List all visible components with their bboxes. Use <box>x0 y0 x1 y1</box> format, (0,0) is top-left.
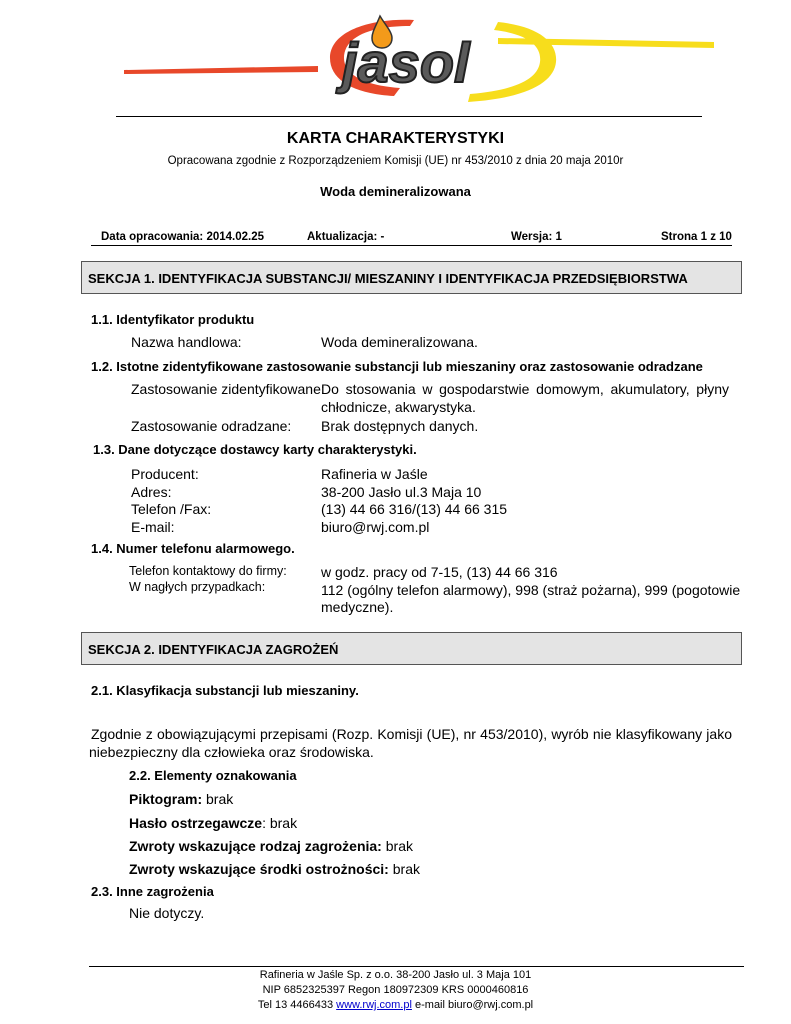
pictogram-value: brak <box>202 791 234 807</box>
footer-line-1: Rafineria w Jaśle Sp. z o.o. 38-200 Jasło ul. 3 Maja 101 <box>259 969 532 981</box>
header-divider <box>116 116 702 117</box>
footer-line-3 <box>0 999 791 1011</box>
email-label: E-mail: <box>131 519 175 535</box>
emergency-value-line1: 112 (ogólny telefon alarmowy), 998 (straż pożarna), 999 (pogotowie <box>321 582 741 598</box>
section-2-1-heading: 2.1. Klasyfikacja substancji lub mieszaniny. <box>91 683 359 698</box>
trade-name-value: Woda demineralizowana. <box>321 334 478 350</box>
address-label: Adres: <box>131 484 172 500</box>
footer-email: e-mail biuro@rwj.com.pl <box>411 999 534 1011</box>
meta-update: Aktualizacja: - <box>307 231 385 243</box>
signal-word-value: : brak <box>262 815 298 831</box>
logo-yellow-arc <box>468 22 556 102</box>
meta-date: Data opracowania: 2014.02.25 <box>101 231 264 243</box>
logo-text: jasol <box>342 31 470 94</box>
document-title: KARTA CHARAKTERYSTYKI <box>286 130 505 147</box>
hazard-statements-label: Zwroty wskazujące rodzaj zagrożenia: <box>129 838 382 854</box>
classification-para-line1: Zgodnie z obowiązującymi przepisami (Rozp. Komisji (UE), nr 453/2010), wyrób nie klasyfikowany jako <box>91 726 732 742</box>
other-hazards-value: Nie dotyczy. <box>129 905 205 921</box>
footer-divider <box>89 966 744 967</box>
section-1-1-heading: 1.1. Identyfikator produktu <box>91 312 255 327</box>
phone-value: (13) 44 66 316/(13) 44 66 315 <box>321 501 508 517</box>
pictogram-label: Piktogram: <box>129 791 203 807</box>
discouraged-use-label: Zastosowanie odradzane: <box>131 418 292 434</box>
signal-word-label: Hasło ostrzegawcze <box>129 815 263 831</box>
precautionary-statements-label: Zwroty wskazujące środki ostrożności: <box>129 861 389 877</box>
meta-page: Strona 1 z 10 <box>661 231 732 243</box>
logo-yellow-line <box>498 38 714 48</box>
section-1-header: SEKCJA 1. IDENTYFIKACJA SUBSTANCJI/ MIESZANINY I IDENTYFIKACJA PRZEDSIĘBIORSTWA <box>81 261 742 294</box>
section-1-2-heading: 1.2. Istotne zidentyfikowane zastosowanie substancji lub mieszaniny oraz zastosowanie odradzane <box>91 359 703 374</box>
email-value: biuro@rwj.com.pl <box>321 519 430 535</box>
section-1-3-heading: 1.3. Dane dotyczące dostawcy karty charakterystyki. <box>93 442 417 457</box>
jasol-logo <box>118 12 718 104</box>
identified-use-value-line1: Do stosowania w gospodarstwie domowym, akumulatory, płyny <box>321 381 729 397</box>
footer-website-link[interactable]: www.rwj.com.pl <box>336 999 412 1011</box>
precautionary-statements-value: brak <box>388 861 420 877</box>
emergency-label: W nagłych przypadkach: <box>129 580 266 594</box>
emergency-value-line2: medyczne). <box>321 599 394 615</box>
discouraged-use-value: Brak dostępnych danych. <box>321 418 479 434</box>
meta-version: Wersja: 1 <box>511 231 562 243</box>
meta-underline <box>91 245 732 246</box>
document-subtitle: Opracowana zgodnie z Rozporządzeniem Komisji (UE) nr 453/2010 z dnia 20 maja 2010r <box>167 155 624 167</box>
section-2-2-heading: 2.2. Elementy oznakowania <box>129 768 297 783</box>
trade-name-label: Nazwa handlowa: <box>131 334 242 350</box>
producer-value: Rafineria w Jaśle <box>321 466 428 482</box>
section-2-header: SEKCJA 2. IDENTYFIKACJA ZAGROŻEŃ <box>81 632 742 665</box>
classification-para-line2: niebezpieczny dla człowieka oraz środowiska. <box>89 744 374 760</box>
logo-red-line <box>124 66 318 74</box>
company-contact-value: w godz. pracy od 7-15, (13) 44 66 316 <box>321 564 558 580</box>
phone-label: Telefon /Fax: <box>131 501 212 517</box>
footer-phone: Tel 13 4466433 <box>257 999 337 1011</box>
precautionary-statements-row <box>129 861 420 877</box>
section-1-4-heading: 1.4. Numer telefonu alarmowego. <box>91 541 295 556</box>
hazard-statements-value: brak <box>381 838 413 854</box>
producer-label: Producent: <box>131 466 199 482</box>
hazard-statements-row <box>129 838 413 854</box>
identified-use-value-line2: chłodnicze, akwarystyka. <box>321 399 476 415</box>
product-name: Woda demineralizowana <box>320 184 471 199</box>
section-2-3-heading: 2.3. Inne zagrożenia <box>91 884 214 899</box>
pictogram-row <box>129 791 233 807</box>
signal-word-row <box>129 815 297 831</box>
address-value: 38-200 Jasło ul.3 Maja 10 <box>321 484 482 500</box>
company-contact-label: Telefon kontaktowy do firmy: <box>129 564 287 578</box>
identified-use-label: Zastosowanie zidentyfikowane: <box>131 381 325 397</box>
footer-line-2: NIP 6852325397 Regon 180972309 KRS 0000460816 <box>262 984 529 996</box>
